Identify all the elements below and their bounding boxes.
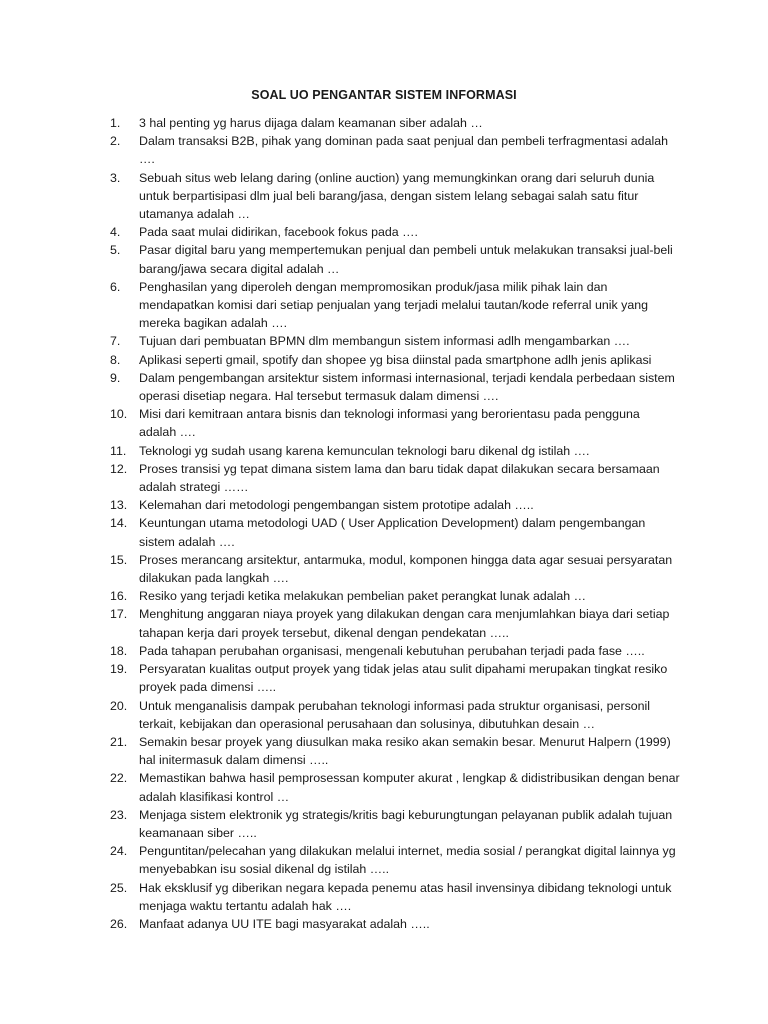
question-number: 9. xyxy=(110,370,121,385)
question-number: 5. xyxy=(110,243,121,258)
question-text: Menjaga sistem elektronik yg strategis/kritis bagi keburungtungan pelayanan publik adalah tujuan keamanaan siber ….. xyxy=(139,807,673,840)
list-item xyxy=(110,114,680,132)
list-item xyxy=(110,405,680,441)
question-text: Sebuah situs web lelang daring (online auction) yang memungkinkan orang dari seluruh dunia untuk berpartisipasi dlm jual beli barang/jasa, dengan sistem lelang sebagai salah satu fitur utamanya adalah … xyxy=(139,170,655,222)
question-number: 10. xyxy=(110,407,128,422)
list-item xyxy=(110,697,680,733)
question-number: 4. xyxy=(110,225,121,240)
list-item xyxy=(110,460,680,496)
question-number: 1. xyxy=(110,116,121,130)
question-number: 22. xyxy=(110,771,128,786)
list-item xyxy=(110,551,680,587)
question-text: Proses transisi yg tepat dimana sistem lama dan baru tidak dapat dilakukan secara bersamaan adalah strategi …… xyxy=(139,461,660,495)
question-number: 20. xyxy=(110,698,128,713)
question-text: Manfaat adanya UU ITE bagi masyarakat adalah ….. xyxy=(139,916,430,931)
question-text: Hak eksklusif yg diberikan negara kepada penemu atas hasil invensinya dibidang teknologi untuk menjaga waktu tertantu adalah hak …. xyxy=(139,880,672,913)
question-number: 6. xyxy=(110,279,121,294)
question-text: Penghasilan yang diperoleh dengan mempromosikan produk/jasa milik pihak lain dan mendapatkan komisi dari setiap penjualan yang terjadi melalui tautan/kode referral unik yang mereka bagikan adalah …. xyxy=(139,279,649,331)
document-title: SOAL UO PENGANTAR SISTEM INFORMASI xyxy=(251,88,517,102)
question-number: 18. xyxy=(110,643,128,658)
question-number: 26. xyxy=(110,916,128,931)
question-text: Aplikasi seperti gmail, spotify dan shopee yg bisa diinstal pada smartphone adlh jenis aplikasi xyxy=(139,352,652,367)
question-text: Dalam transaksi B2B, pihak yang dominan pada saat penjual dan pembeli terfragmentasi adalah …. xyxy=(139,134,668,167)
list-item xyxy=(110,642,680,660)
list-item xyxy=(110,915,680,933)
question-number: 11. xyxy=(110,443,127,458)
question-text: Dalam pengembangan arsitektur sistem informasi internasional, terjadi kendala perbedaan sistem operasi disetiap negara. Hal tersebut termasuk dalam dimensi …. xyxy=(139,370,675,404)
question-text: Pada saat mulai didirikan, facebook fokus pada …. xyxy=(139,225,418,240)
question-number: 24. xyxy=(110,844,128,859)
list-item xyxy=(110,806,680,842)
question-text: Proses merancang arsitektur, antarmuka, modul, komponen hingga data agar sesuai persyaratan dilakukan pada langkah …. xyxy=(139,552,673,586)
question-text: Untuk menganalisis dampak perubahan teknologi informasi pada struktur organisasi, personil terkait, kebijakan dan operasional perusahaan dan solusinya, dibutuhkan desain … xyxy=(139,698,651,731)
question-text: Semakin besar proyek yang diusulkan maka resiko akan semakin besar. Menurut Halpern (1999) hal initermasuk dalam dimensi ….. xyxy=(139,734,671,768)
question-text: Misi dari kemitraan antara bisnis dan teknologi informasi yang berorientasu pada pengguna adalah …. xyxy=(139,407,640,440)
list-item xyxy=(110,496,680,514)
question-number: 21. xyxy=(110,734,128,749)
question-text: Penguntitan/pelecahan yang dilakukan melalui internet, media sosial / perangkat digital lainnya yg menyebabkan isu sosial dikenal dg istilah ….. xyxy=(139,844,676,877)
question-number: 3. xyxy=(110,170,121,185)
list-item xyxy=(110,605,680,641)
list-item xyxy=(110,514,680,550)
list-item xyxy=(110,241,680,277)
question-text: Persyaratan kualitas output proyek yang tidak jelas atau sulit dipahami merupakan tingkat resiko proyek pada dimensi ….. xyxy=(139,662,668,695)
question-text: Resiko yang terjadi ketika melakukan pembelian paket perangkat lunak adalah … xyxy=(139,589,587,604)
question-number: 19. xyxy=(110,662,128,677)
question-text: Pada tahapan perubahan organisasi, mengenali kebutuhan perubahan terjadi pada fase ….. xyxy=(139,643,645,658)
question-text: Keuntungan utama metodologi UAD ( User Application Development) dalam pengembangan sistem adalah …. xyxy=(139,516,646,549)
list-item xyxy=(110,442,680,460)
question-number: 2. xyxy=(110,134,121,149)
question-text: Tujuan dari pembuatan BPMN dlm membangun sistem informasi adlh mengambarkan …. xyxy=(139,334,630,349)
question-number: 16. xyxy=(110,589,128,604)
question-number: 15. xyxy=(110,552,128,567)
list-item xyxy=(110,842,680,878)
question-number: 13. xyxy=(110,498,128,513)
question-number: 25. xyxy=(110,880,128,895)
question-text: 3 hal penting yg harus dijaga dalam keamanan siber adalah … xyxy=(139,116,483,130)
question-text: Menghitung anggaran niaya proyek yang dilakukan dengan cara menjumlahkan biaya dari setiap tahapan kerja dari proyek tersebut, dikenal dengan pendekatan ….. xyxy=(139,607,670,640)
list-item xyxy=(110,733,680,769)
list-item xyxy=(110,278,680,333)
list-item xyxy=(110,132,680,168)
list-item xyxy=(110,660,680,696)
list-item xyxy=(110,369,680,405)
question-number: 12. xyxy=(110,461,128,476)
question-text: Memastikan bahwa hasil pemprosessan komputer akurat , lengkap & didistribusikan dengan benar adalah klasifikasi kontrol … xyxy=(139,771,680,804)
list-item xyxy=(110,169,680,224)
question-number: 8. xyxy=(110,352,121,367)
list-item xyxy=(110,332,680,350)
question-number: 23. xyxy=(110,807,128,822)
question-text: Kelemahan dari metodologi pengembangan sistem prototipe adalah ….. xyxy=(139,498,534,513)
list-item xyxy=(110,223,680,241)
list-item xyxy=(110,587,680,605)
question-number: 7. xyxy=(110,334,121,349)
question-list xyxy=(110,114,680,933)
list-item xyxy=(110,769,680,805)
question-text: Teknologi yg sudah usang karena kemunculan teknologi baru dikenal dg istilah …. xyxy=(139,443,590,458)
question-text: Pasar digital baru yang mempertemukan penjual dan pembeli untuk melakukan transaksi jual-beli barang/jawa secara digital adalah … xyxy=(139,243,673,276)
list-item xyxy=(110,351,680,369)
list-item xyxy=(110,879,680,915)
question-number: 17. xyxy=(110,607,128,622)
question-number: 14. xyxy=(110,516,128,531)
